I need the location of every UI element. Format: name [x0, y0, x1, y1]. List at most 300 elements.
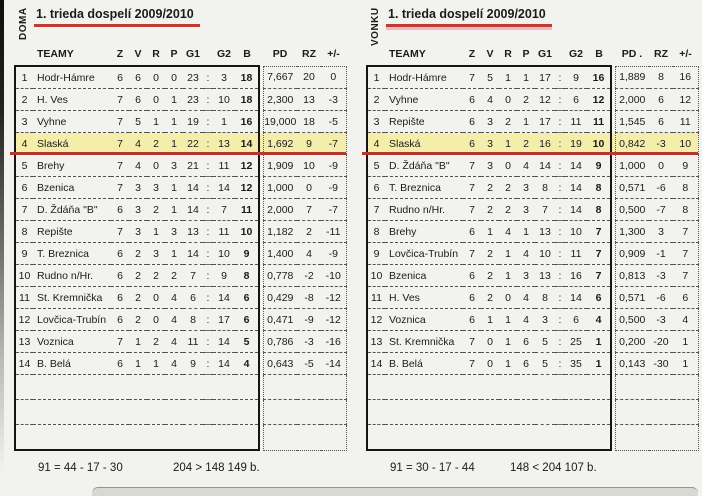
col-header-teams: TEAMY: [389, 48, 426, 60]
cell-pm: 0: [321, 66, 346, 89]
cell-pd: [615, 375, 649, 400]
cell-p: [165, 375, 183, 400]
cell-b: 10: [235, 221, 259, 243]
cell-r: [147, 375, 165, 400]
cell-g1: 22: [183, 133, 203, 155]
col-header-pm: +/-: [327, 48, 340, 61]
cell-g2: 25: [565, 331, 587, 353]
cell-pm: -12: [321, 309, 346, 331]
cell-rz: 8: [649, 66, 673, 89]
table-row: [367, 89, 698, 111]
col-header-r: R: [152, 48, 160, 60]
table-row: [15, 331, 346, 353]
cell-b: 10: [587, 133, 611, 155]
cell-v: [129, 375, 147, 400]
table-row: [367, 353, 698, 375]
cell-sep: :: [555, 133, 565, 155]
cell-p: 1: [517, 111, 535, 133]
cell-rz: -2: [297, 265, 321, 287]
cell-b: 14: [235, 133, 259, 155]
col-header-g1: G1: [537, 48, 552, 60]
cell-pos: 4: [15, 133, 33, 155]
empty-row: [367, 375, 698, 400]
cell-g1: [535, 400, 555, 425]
table-row: [15, 221, 346, 243]
cell-p: 4: [165, 353, 183, 375]
cell-rz: -20: [649, 331, 673, 353]
cell-p: [517, 400, 535, 425]
table-row: [15, 199, 346, 221]
cell-g2: 14: [213, 331, 235, 353]
cell-p: 4: [517, 243, 535, 265]
cell-r: 0: [147, 155, 165, 177]
cell-z: 6: [111, 287, 129, 309]
cell-p: 3: [517, 177, 535, 199]
cell-b: 4: [235, 353, 259, 375]
cell-pd: [615, 425, 649, 451]
cell-p: 1: [165, 111, 183, 133]
cell-g1: [183, 375, 203, 400]
table-row: [367, 265, 698, 287]
col-header-b: B: [243, 48, 251, 60]
cell-b: 8: [587, 199, 611, 221]
table-row: [367, 331, 698, 353]
cell-pm: -5: [321, 111, 346, 133]
cell-rz: 10: [297, 155, 321, 177]
cell-v: 5: [129, 111, 147, 133]
cell-g2: 11: [213, 221, 235, 243]
cell-z: 7: [463, 353, 481, 375]
cell-b: 12: [587, 89, 611, 111]
table-row: [367, 155, 698, 177]
cell-b: [235, 425, 259, 451]
cell-team: Rudno n/Hr.: [33, 265, 111, 287]
cell-rz: 4: [297, 243, 321, 265]
cell-team: Slaská: [385, 133, 463, 155]
cell-pm: -3: [321, 89, 346, 111]
cell-pd: 1,909: [263, 155, 297, 177]
league-table-away: [366, 43, 699, 451]
cell-pd: 1,889: [615, 66, 649, 89]
cell-team: B. Belá: [33, 353, 111, 375]
cell-r: 4: [499, 221, 517, 243]
table-row: [367, 66, 698, 89]
cell-p: 4: [517, 309, 535, 331]
cell-b: 4: [587, 309, 611, 331]
cell-p: 6: [517, 353, 535, 375]
cell-pos: 3: [367, 111, 385, 133]
table-row: [367, 177, 698, 199]
cell-pm: [321, 425, 346, 451]
cell-g2: 14: [213, 287, 235, 309]
cell-p: 1: [165, 133, 183, 155]
cell-rz: -3: [649, 265, 673, 287]
cell-r: 0: [147, 287, 165, 309]
table-row: [367, 243, 698, 265]
cell-p: 2: [517, 133, 535, 155]
cell-g1: 7: [183, 265, 203, 287]
table-row: [367, 287, 698, 309]
cell-b: 18: [235, 66, 259, 89]
cell-z: 6: [111, 309, 129, 331]
cell-z: 6: [463, 111, 481, 133]
cell-team: [33, 400, 111, 425]
cell-pd: 0,813: [615, 265, 649, 287]
cell-p: 1: [517, 66, 535, 89]
cell-g1: 23: [183, 66, 203, 89]
cell-r: 2: [499, 177, 517, 199]
cell-g2: 14: [565, 155, 587, 177]
cell-b: 9: [235, 243, 259, 265]
cell-b: 11: [587, 111, 611, 133]
cell-g1: [535, 375, 555, 400]
cell-pos: 9: [367, 243, 385, 265]
cell-g2: [565, 400, 587, 425]
cell-g1: 13: [535, 221, 555, 243]
cell-g2: 3: [213, 66, 235, 89]
cell-b: 8: [235, 265, 259, 287]
cell-g2: 11: [213, 155, 235, 177]
cell-g2: 9: [565, 66, 587, 89]
cell-g2: [213, 375, 235, 400]
cell-v: 2: [129, 287, 147, 309]
side-label-doma: DOMA: [18, 7, 29, 40]
table-row: [367, 309, 698, 331]
cell-sep: :: [555, 111, 565, 133]
cell-team: Bzenica: [385, 265, 463, 287]
cell-r: 1: [499, 243, 517, 265]
cell-sep: :: [555, 177, 565, 199]
cell-pos: 14: [367, 353, 385, 375]
cell-pos: 6: [15, 177, 33, 199]
cell-rz: 18: [297, 111, 321, 133]
cell-sep: :: [203, 287, 213, 309]
cell-g1: 17: [535, 66, 555, 89]
cell-pm: -9: [321, 155, 346, 177]
cell-g1: 9: [183, 353, 203, 375]
cell-pd: 0,786: [263, 331, 297, 353]
cell-pm: 4: [673, 309, 698, 331]
cell-g2: 13: [213, 133, 235, 155]
table-row: [15, 353, 346, 375]
cell-rz: [649, 375, 673, 400]
cell-pd: 2,300: [263, 89, 297, 111]
cell-v: [129, 400, 147, 425]
cell-pos: 2: [15, 89, 33, 111]
cell-v: 2: [481, 199, 499, 221]
cell-pd: [615, 400, 649, 425]
cell-p: 4: [517, 155, 535, 177]
cell-b: [235, 400, 259, 425]
cell-r: [147, 425, 165, 451]
cell-g2: 14: [565, 287, 587, 309]
cell-rz: -5: [297, 353, 321, 375]
cell-v: 3: [129, 221, 147, 243]
cell-rz: -3: [649, 309, 673, 331]
cell-sep: :: [555, 66, 565, 89]
col-header-r: R: [504, 48, 512, 60]
cell-rz: [649, 425, 673, 451]
cell-b: 8: [587, 177, 611, 199]
cell-g2: [213, 400, 235, 425]
cell-p: 1: [165, 89, 183, 111]
cell-team: T. Breznica: [33, 243, 111, 265]
cell-r: 1: [499, 331, 517, 353]
cell-v: 4: [129, 133, 147, 155]
cell-z: [111, 375, 129, 400]
col-header-blank: [203, 43, 213, 66]
cell-pm: -14: [321, 353, 346, 375]
cell-p: 3: [517, 199, 535, 221]
cell-pm: 9: [673, 155, 698, 177]
cell-sep: [203, 400, 213, 425]
col-header-g2: G2: [216, 48, 231, 60]
cell-z: 7: [111, 331, 129, 353]
cell-z: 7: [463, 331, 481, 353]
cell-v: 2: [481, 265, 499, 287]
cell-z: 7: [463, 66, 481, 89]
table-row: [15, 66, 346, 89]
cell-g2: 7: [213, 199, 235, 221]
cell-p: 4: [517, 287, 535, 309]
cell-sep: :: [555, 89, 565, 111]
cell-pos: 14: [15, 353, 33, 375]
cell-sep: :: [555, 221, 565, 243]
cell-z: 6: [463, 309, 481, 331]
cell-g1: 16: [535, 133, 555, 155]
cell-b: 7: [587, 265, 611, 287]
col-header-v: V: [134, 48, 142, 60]
cell-pm: [321, 375, 346, 400]
cell-v: 3: [481, 133, 499, 155]
cell-pd: 0,643: [263, 353, 297, 375]
cell-rz: 6: [649, 111, 673, 133]
cell-team: H. Ves: [385, 287, 463, 309]
cell-r: 0: [147, 66, 165, 89]
cell-g1: 5: [535, 331, 555, 353]
cell-team: Vyhne: [385, 89, 463, 111]
cell-team: St. Kremnička: [33, 287, 111, 309]
cell-b: 12: [235, 177, 259, 199]
summary-goals-total: 204 > 148 149 b.: [173, 462, 260, 474]
cell-z: 6: [111, 243, 129, 265]
cell-rz: 9: [297, 133, 321, 155]
cell-sep: :: [555, 155, 565, 177]
cell-z: 6: [111, 199, 129, 221]
table-title-home: 1. trieda dospelí 2009/2010: [34, 7, 200, 27]
cell-p: 1: [165, 199, 183, 221]
col-header-p: P: [170, 48, 178, 60]
cell-rz: 13: [297, 89, 321, 111]
cell-rz: -1: [649, 243, 673, 265]
cell-team: Rudno n/Hr.: [385, 199, 463, 221]
cell-p: 1: [517, 221, 535, 243]
cell-rz: 0: [297, 177, 321, 199]
cell-b: [587, 400, 611, 425]
cell-rz: 2: [297, 221, 321, 243]
cell-pm: 7: [673, 221, 698, 243]
cell-rz: 3: [649, 221, 673, 243]
cell-p: 1: [165, 243, 183, 265]
cell-r: 0: [147, 89, 165, 111]
cell-rz: 6: [649, 89, 673, 111]
cell-v: [481, 400, 499, 425]
cell-r: 0: [499, 287, 517, 309]
cell-p: 3: [165, 155, 183, 177]
side-label-vonku: VONKU: [370, 7, 381, 46]
cell-b: 6: [235, 309, 259, 331]
cell-pd: [263, 400, 297, 425]
cell-sep: :: [203, 265, 213, 287]
cell-v: 2: [481, 243, 499, 265]
cell-pm: 12: [673, 89, 698, 111]
col-header-blank: [555, 43, 565, 66]
cell-rz: -6: [649, 287, 673, 309]
cell-pd: [263, 375, 297, 400]
cell-r: 0: [147, 309, 165, 331]
cell-pd: 1,300: [615, 221, 649, 243]
cell-g1: 14: [183, 177, 203, 199]
cell-z: 7: [111, 133, 129, 155]
cell-z: 6: [463, 265, 481, 287]
cell-z: [463, 425, 481, 451]
summary-points-breakdown: 91 = 44 - 17 - 30: [38, 462, 123, 474]
cell-rz: -6: [649, 177, 673, 199]
cell-z: 6: [463, 89, 481, 111]
cell-pd: 2,000: [615, 89, 649, 111]
cell-v: 4: [129, 155, 147, 177]
cell-team: [33, 425, 111, 451]
cell-pos: 6: [367, 177, 385, 199]
cell-team: Hodr-Hámre: [385, 66, 463, 89]
cell-pm: 1: [673, 331, 698, 353]
cell-sep: :: [203, 177, 213, 199]
cell-pos: [367, 400, 385, 425]
cell-v: [481, 375, 499, 400]
cell-rz: -9: [297, 309, 321, 331]
cell-pm: [673, 375, 698, 400]
cell-pm: 8: [673, 177, 698, 199]
cell-g2: [565, 375, 587, 400]
cell-rz: [649, 400, 673, 425]
cell-p: 4: [165, 287, 183, 309]
cell-pos: [367, 425, 385, 451]
cell-team: Lovčica-Trubín: [33, 309, 111, 331]
cell-r: 0: [499, 89, 517, 111]
cell-z: 7: [111, 155, 129, 177]
cell-pd: 0,143: [615, 353, 649, 375]
table-row: [15, 309, 346, 331]
cell-pos: [15, 400, 33, 425]
cell-pos: 13: [367, 331, 385, 353]
cell-sep: [555, 375, 565, 400]
cell-v: 4: [481, 89, 499, 111]
cell-sep: :: [203, 111, 213, 133]
cell-team: T. Breznica: [385, 177, 463, 199]
cell-team: Brehy: [33, 155, 111, 177]
cell-pm: -7: [321, 199, 346, 221]
scan-edge-artifact-left: [0, 0, 4, 496]
highlight-red-underline: [10, 152, 346, 155]
cell-pos: 5: [15, 155, 33, 177]
cell-pm: 11: [673, 111, 698, 133]
empty-row: [367, 400, 698, 425]
cell-z: 7: [111, 221, 129, 243]
cell-pm: 1: [673, 353, 698, 375]
cell-g2: 11: [565, 111, 587, 133]
table-title-away: 1. trieda dospelí 2009/2010: [386, 7, 552, 27]
cell-g1: 6: [183, 287, 203, 309]
cell-g2: 17: [213, 309, 235, 331]
cell-g1: 13: [535, 265, 555, 287]
cell-b: 7: [587, 221, 611, 243]
cell-p: 4: [165, 331, 183, 353]
cell-b: 1: [587, 353, 611, 375]
cell-v: 0: [481, 353, 499, 375]
cell-r: [499, 425, 517, 451]
empty-row: [15, 375, 346, 400]
table-row: [367, 111, 698, 133]
cell-pd: 0,500: [615, 309, 649, 331]
cell-sep: :: [203, 331, 213, 353]
cell-g2: 11: [565, 243, 587, 265]
cell-v: 2: [129, 243, 147, 265]
cell-b: [587, 425, 611, 451]
table-row: [15, 243, 346, 265]
cell-g2: 14: [565, 177, 587, 199]
cell-r: 1: [499, 265, 517, 287]
cell-v: 3: [129, 177, 147, 199]
cell-team: Vyhne: [33, 111, 111, 133]
cell-rz: [297, 400, 321, 425]
cell-g1: 19: [183, 111, 203, 133]
cell-g2: 6: [565, 89, 587, 111]
cell-b: 9: [587, 155, 611, 177]
cell-g2: 14: [565, 199, 587, 221]
cell-r: 2: [147, 133, 165, 155]
cell-rz: [297, 375, 321, 400]
cell-pm: -9: [321, 243, 346, 265]
cell-pos: 8: [367, 221, 385, 243]
cell-rz: 20: [297, 66, 321, 89]
table-row: [367, 199, 698, 221]
col-header-rz: RZ: [654, 48, 668, 61]
cell-pd: 1,000: [263, 177, 297, 199]
cell-pd: 0,842: [615, 133, 649, 155]
cell-g2: 10: [565, 221, 587, 243]
cell-z: 6: [463, 133, 481, 155]
cell-g2: 19: [565, 133, 587, 155]
cell-z: 6: [111, 265, 129, 287]
cell-team: D. Ždáňa "B": [385, 155, 463, 177]
cell-pd: 0,571: [615, 287, 649, 309]
cell-team: Slaská: [33, 133, 111, 155]
col-header-z: Z: [468, 48, 476, 60]
cell-rz: [297, 425, 321, 451]
cell-pos: 3: [15, 111, 33, 133]
cell-rz: 0: [649, 155, 673, 177]
home-table-panel: [10, 0, 350, 490]
cell-v: 1: [129, 353, 147, 375]
cell-b: 6: [235, 287, 259, 309]
cell-r: [499, 375, 517, 400]
cell-p: 0: [165, 66, 183, 89]
cell-pm: 16: [673, 66, 698, 89]
cell-b: 5: [235, 331, 259, 353]
cell-b: 7: [587, 243, 611, 265]
table-row: [367, 221, 698, 243]
cell-pd: 7,667: [263, 66, 297, 89]
